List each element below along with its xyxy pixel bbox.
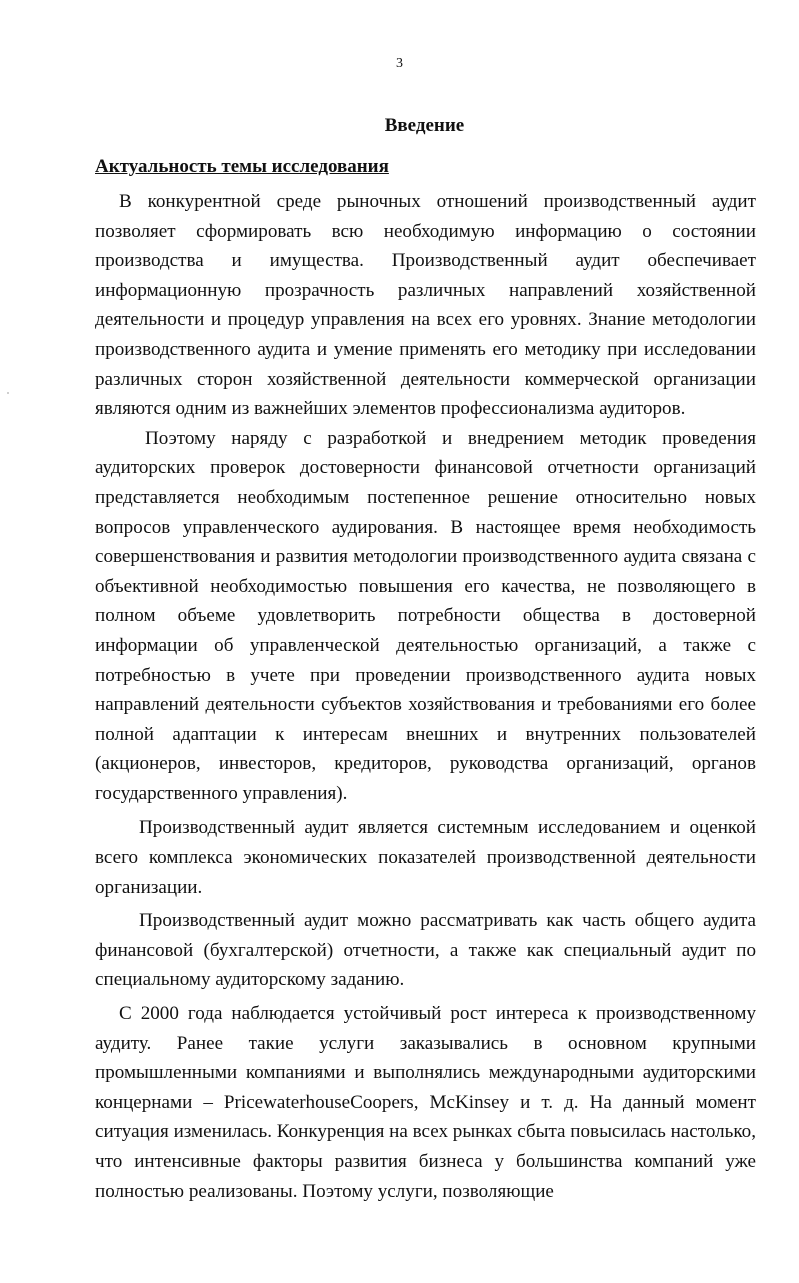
paragraph-2: Поэтому наряду с разработкой и внедрением методик проведения аудиторских проверок достоверности финансовой отчетности организаций представляется необходимым постепенное решение относительно новых вопросов управленческого аудирования. В настоящее время необходимость совершенствования и развития методологии производственного аудита связана с объективной необходимостью повышения его качества, не позволяющего в полном объеме удовлетворить потребности общества в достоверной информации об управленческой деятельностью организаций, а также с потребностью в учете при проведении производственного аудита новых направлений деятельности субъектов хозяйствования и требованиями его более полной адаптации к интересам внешних и внутренних пользователей (акционеров, инвесторов, кредиторов, руководства организаций, органов государственного управления). bbox=[95, 427, 756, 804]
paragraph-3: Производственный аудит является системным исследованием и оценкой всего комплекса экономических показателей производственной деятельности организации. bbox=[95, 817, 756, 898]
scan-artifact bbox=[7, 392, 9, 394]
section-heading: Актуальность темы исследования bbox=[95, 156, 389, 177]
paragraph-4: Производственный аудит можно рассматривать как часть общего аудита финансовой (бухгалтерской) отчетности, а также как специальный аудит по специальному аудиторскому заданию. bbox=[95, 910, 756, 991]
page-number: 3 bbox=[396, 56, 403, 71]
paragraph-5: С 2000 года наблюдается устойчивый рост интереса к производственному аудиту. Ранее такие услуги заказывались в основном крупными промышленными компаниями и выполнялись международными аудиторскими концернами – PricewaterhouseCoopers, McKinsey и т. д. На данный момент ситуация изменилась. Конкуренция на всех рынках сбыта повысилась настолько, что интенсивные факторы развития бизнеса у большинства компаний уже полностью реализованы. Поэтому услуги, позволяющие bbox=[95, 1003, 756, 1202]
page-title: Введение bbox=[384, 115, 465, 136]
paragraph-1: В конкурентной среде рыночных отношений производственный аудит позволяет сформировать всю необходимую информацию о состоянии производства и имущества. Производственный аудит обеспечивает информационную прозрачность различных направлений хозяйственной деятельности и процедур управления на всех его уровнях. Знание методологии производственного аудита и умение применять его методику при исследовании различных сторон хозяйственной деятельности коммерческой организации являются одним из важнейших элементов профессионализма аудиторов. bbox=[95, 191, 756, 420]
body-text bbox=[95, 187, 756, 1206]
